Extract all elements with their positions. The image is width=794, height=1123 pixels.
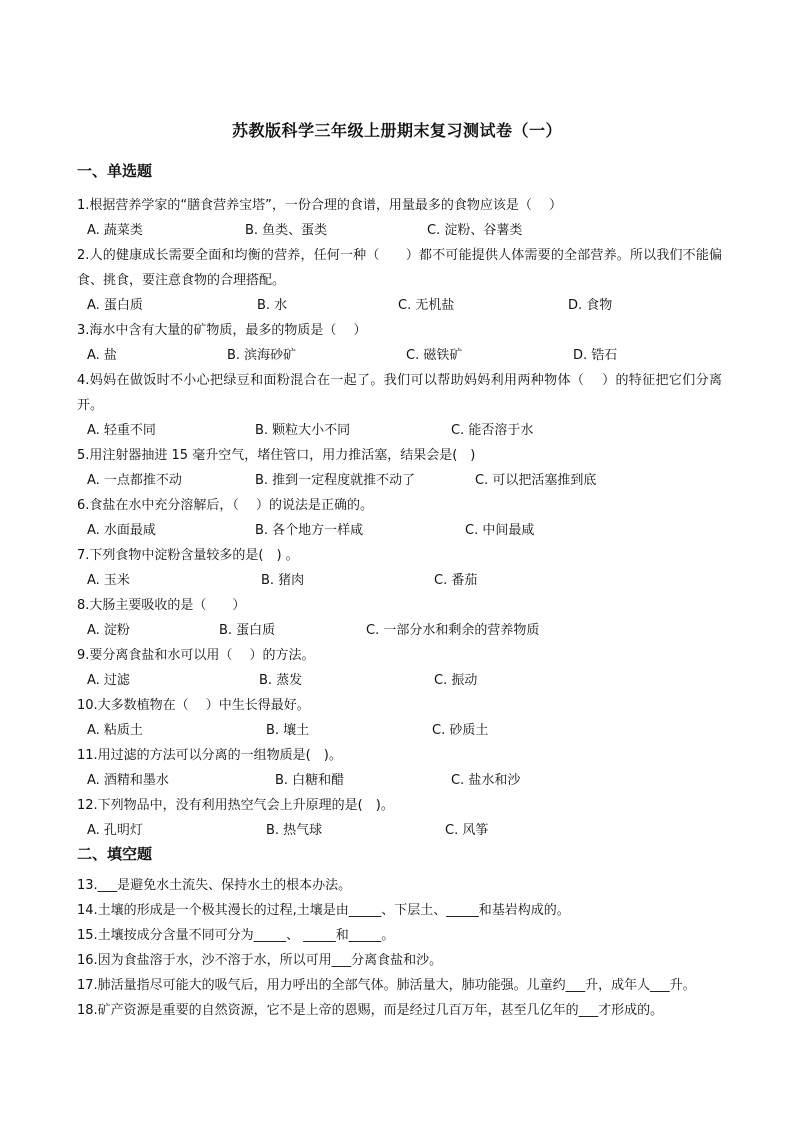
option-b: B. 颗粒大小不同 (255, 423, 351, 438)
option-c: C. 能否溶于水 (451, 423, 534, 438)
option-b: B. 蒸发 (259, 673, 303, 688)
option-c: C. 振动 (434, 673, 478, 688)
option-a: A. 玉米 (87, 573, 130, 588)
option-a: A. 酒精和墨水 (87, 773, 169, 788)
question-item (77, 243, 722, 318)
option-c: C. 风筝 (445, 823, 489, 838)
question-stem: 12.下列物品中，没有利用热空气会上升原理的是( )。 (77, 798, 394, 813)
option-b: B. 水 (257, 298, 288, 313)
option-a: A. 过滤 (87, 673, 130, 688)
option-a: A. 蔬菜类 (87, 223, 143, 238)
option-d: D. 食物 (568, 298, 613, 313)
option-row (77, 293, 722, 318)
fill-blank-item: 15.土壤按成分含量不同可分为_____、 _____和_____。 (77, 928, 395, 943)
fill-blank-list (77, 873, 727, 1023)
question-item (77, 318, 722, 368)
option-c: C. 无机盐 (398, 298, 455, 313)
option-b: B. 白糖和醋 (275, 773, 345, 788)
question-item (77, 443, 722, 493)
page-title: 苏教版科学三年级上册期末复习测试卷（一） (231, 121, 562, 140)
fill-blank-item: 16.因为食盐溶于水，沙不溶于水，所以可用___分离食盐和沙。 (77, 953, 443, 968)
option-row (77, 518, 722, 543)
question-item (77, 493, 722, 543)
option-b: B. 推到一定程度就推不动了 (255, 473, 416, 488)
option-c: C. 磁铁矿 (406, 348, 463, 363)
question-item (77, 793, 722, 843)
option-b: B. 壤土 (266, 723, 310, 738)
option-row (77, 568, 722, 593)
question-stem: 8.大肠主要吸收的是（ ） (77, 598, 246, 613)
option-a: A. 盐 (87, 348, 117, 363)
question-item (77, 643, 722, 693)
option-b: B. 各个地方一样咸 (255, 523, 364, 538)
option-row (77, 343, 722, 368)
option-c: C. 盐水和沙 (451, 773, 521, 788)
option-b: B. 猪肉 (261, 573, 305, 588)
option-a: A. 孔明灯 (87, 823, 143, 838)
question-item (77, 693, 722, 743)
option-row (77, 418, 722, 443)
fill-blank-item: 18.矿产资源是重要的自然资源，它不是上帝的恩赐，而是经过几百万年，甚至几亿年的___才形成的。 (77, 1003, 664, 1018)
question-stem: 9.要分离食盐和水可以用（ ）的方法。 (77, 648, 315, 663)
question-stem: 2.人的健康成长需要全面和均衡的营养，任何一种（ ）都不可能提供人体需要的全部营养。所以我们不能偏食、挑食，要注意食物的合理搭配。 (77, 248, 722, 288)
question-item (77, 543, 722, 593)
option-row (77, 668, 722, 693)
question-item (77, 368, 722, 443)
section-heading-single-choice: 一、单选题 (77, 162, 153, 180)
option-c: C. 淀粉、谷薯类 (427, 223, 523, 238)
option-c: C. 一部分水和剩余的营养物质 (366, 623, 540, 638)
option-d: D. 锆石 (573, 348, 618, 363)
question-stem: 1.根据营养学家的“膳食营养宝塔”，一份合理的食谱，用量最多的食物应该是（ ） (77, 198, 563, 213)
option-c: C. 砂质土 (432, 723, 489, 738)
fill-blank-item: 14.土壤的形成是一个极其漫长的过程,土壤是由_____、下层土、_____和基岩构成的。 (77, 903, 570, 918)
option-a: A. 轻重不同 (87, 423, 156, 438)
option-a: A. 淀粉 (87, 623, 130, 638)
option-c: C. 可以把活塞推到底 (475, 473, 597, 488)
option-row (77, 818, 722, 843)
option-b: B. 鱼类、蛋类 (245, 223, 328, 238)
question-stem: 4.妈妈在做饭时不小心把绿豆和面粉混合在一起了。我们可以帮助妈妈利用两种物体（ ）的特征把它们分离开。 (77, 373, 722, 413)
question-item (77, 593, 722, 643)
question-stem: 11.用过滤的方法可以分离的一组物质是( )。 (77, 748, 342, 763)
section-heading-fill-blank: 二、填空题 (77, 845, 153, 863)
option-a: A. 粘质土 (87, 723, 143, 738)
option-b: B. 蛋白质 (219, 623, 276, 638)
option-row (77, 718, 722, 743)
option-row (77, 218, 722, 243)
option-a: A. 水面最咸 (87, 523, 156, 538)
question-stem: 6.食盐在水中充分溶解后，（ ）的说法是正确的。 (77, 498, 374, 513)
option-c: C. 中间最咸 (465, 523, 535, 538)
question-item (77, 743, 722, 793)
question-list (77, 193, 722, 843)
fill-blank-item: 17.肺活量指尽可能大的吸气后，用力呼出的全部气体。肺活量大，肺功能强。儿童约___升，成年人___升。 (77, 978, 696, 993)
option-b: B. 滨海砂矿 (227, 348, 297, 363)
question-stem: 5.用注射器抽进 15 毫升空气，堵住管口，用力推活塞，结果会是( ) (77, 448, 476, 463)
option-row (77, 768, 722, 793)
option-row (77, 618, 722, 643)
option-a: A. 蛋白质 (87, 298, 143, 313)
option-a: A. 一点都推不动 (87, 473, 182, 488)
option-c: C. 番茄 (434, 573, 478, 588)
question-item (77, 193, 722, 243)
option-b: B. 热气球 (266, 823, 323, 838)
fill-blank-item: 13.___是避免水土流失、保持水土的根本办法。 (77, 878, 352, 893)
question-stem: 3.海水中含有大量的矿物质，最多的物质是（ ） (77, 323, 367, 338)
question-stem: 7.下列食物中淀粉含量较多的是( ) 。 (77, 548, 299, 563)
question-stem: 10.大多数植物在（ ）中生长得最好。 (77, 698, 310, 713)
option-row (77, 468, 722, 493)
